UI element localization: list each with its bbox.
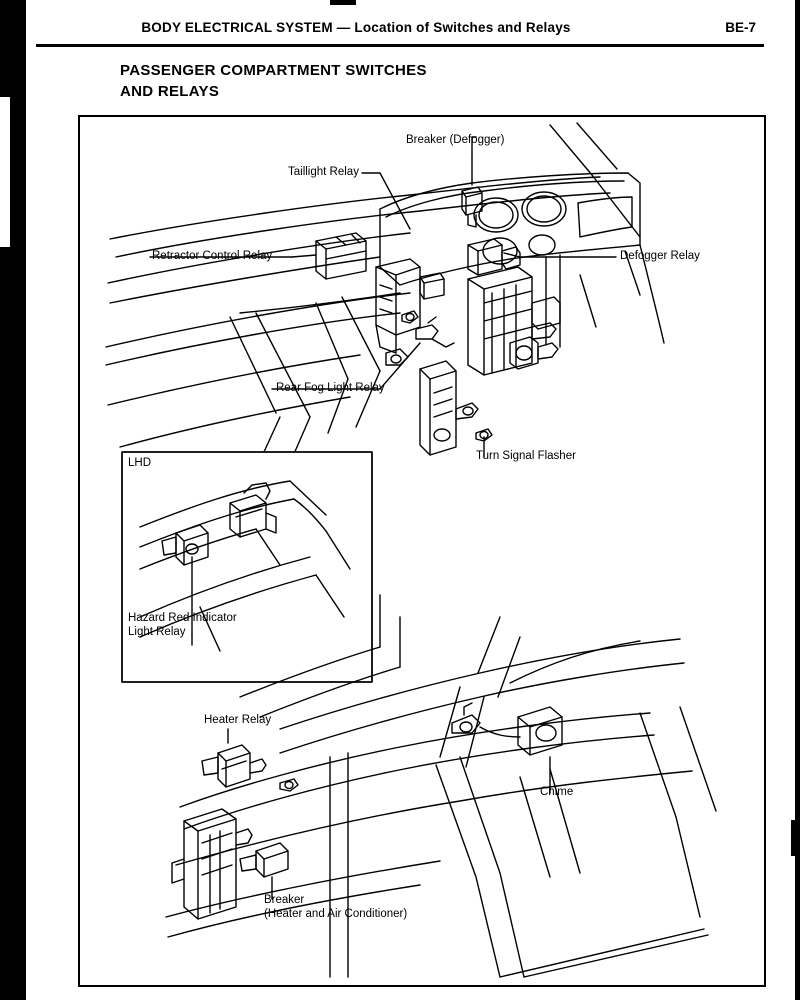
page-header (36, 20, 764, 46)
scan-notch (0, 96, 11, 248)
section-title-line1: PASSENGER COMPARTMENT SWITCHES (120, 62, 427, 79)
inset-label-lhd: LHD (128, 457, 152, 469)
section-title-line2: AND RELAYS (120, 83, 220, 100)
callout-retractor-control-relay: Retractor Control Relay (152, 250, 273, 262)
callout-heater-relay: Heater Relay (204, 714, 272, 726)
callout-breaker-heater-ac-line2: (Heater and Air Conditioner) (264, 908, 408, 920)
callout-chime: Chime (540, 786, 574, 798)
page-number: BE-7 (725, 20, 756, 35)
callout-rear-fog-light-relay: Rear Fog Light Relay (276, 382, 385, 394)
callout-hazard-red-indicator-light-relay-line2: Light Relay (128, 626, 186, 638)
scan-tick-right (791, 820, 795, 856)
callout-defogger-relay: Defogger Relay (620, 250, 700, 262)
callout-hazard-red-indicator-light-relay-line1: Hazard Red Indicator (128, 612, 237, 624)
callout-turn-signal-flasher: Turn Signal Flasher (476, 450, 576, 462)
section-title (120, 60, 740, 102)
header-rule (36, 44, 764, 47)
scan-edge-left-inner (26, 0, 31, 1000)
callout-breaker-defogger: Breaker (Defogger) (406, 134, 505, 146)
scan-edge-right (795, 0, 800, 1000)
callout-taillight-relay: Taillight Relay (288, 166, 359, 178)
figure-illustration (80, 117, 764, 985)
callout-breaker-heater-ac-line1: Breaker (264, 894, 305, 906)
scan-tick-top (330, 0, 356, 5)
figure-frame (78, 115, 766, 987)
page-title: BODY ELECTRICAL SYSTEM — Location of Switches and Relays (141, 20, 571, 35)
